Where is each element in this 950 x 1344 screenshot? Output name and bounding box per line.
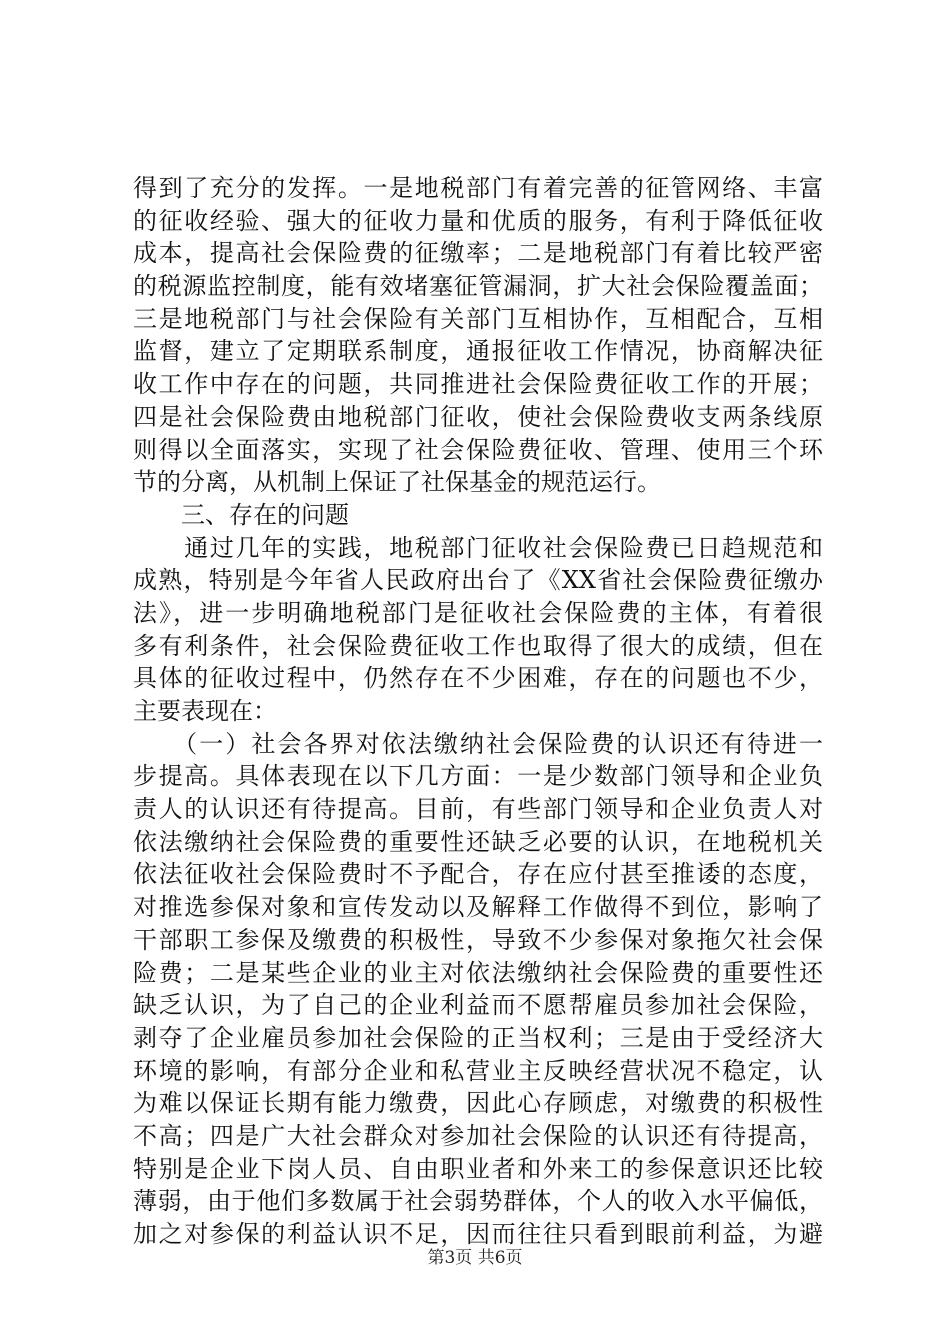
text-line: 责人的认识还有待提高。目前，有些部门领导和企业负责人对	[133, 795, 823, 824]
text-line: 为难以保证长期有能力缴费，因此心存顾虑，对缴费的积极性	[133, 1089, 823, 1118]
text-line: 多有利条件，社会保险费征收工作也取得了很大的成绩，但在	[133, 631, 823, 660]
text-line: 四是社会保险费由地税部门征收，使社会保险费收支两条线原	[133, 402, 823, 431]
text-line: 干部职工参保及缴费的积极性，导致不少参保对象拖欠社会保	[133, 925, 823, 954]
page-number-footer: 第3页 共6页	[427, 1248, 523, 1268]
text-line: 的税源监控制度，能有效堵塞征管漏洞，扩大社会保险覆盖面；	[133, 272, 823, 301]
text-line: 剥夺了企业雇员参加社会保险的正当权利；三是由于受经济大	[133, 1023, 823, 1052]
text-line: 则得以全面落实，实现了社会保险费征收、管理、使用三个环	[133, 435, 823, 464]
text-line: 步提高。具体表现在以下几方面：一是少数部门领导和企业负	[133, 762, 823, 791]
text-line: 成本，提高社会保险费的征缴率；二是地税部门有着比较严密	[133, 239, 823, 268]
text-line: 加之对参保的利益认识不足，因而往往只看到眼前利益，为避	[133, 1220, 823, 1248]
section-heading: 三、存在的问题	[133, 500, 349, 529]
text-line: 主要表现在：	[133, 697, 277, 725]
text-line: 特别是企业下岗人员、自由职业者和外来工的参保意识还比较	[133, 1154, 823, 1183]
text-line: 成熟，特别是今年省人民政府出台了《XX省社会保险费征缴办	[133, 566, 823, 595]
text-line: 对推选参保对象和宣传发动以及解释工作做得不到位，影响了	[133, 893, 823, 922]
text-line: 依法缴纳社会保险费的重要性还缺乏必要的认识，在地税机关	[133, 827, 823, 856]
text-line: 的征收经验、强大的征收力量和优质的服务，有利于降低征收	[133, 206, 823, 235]
text-line: 缺乏认识，为了自己的企业利益而不愿帮雇员参加社会保险，	[133, 991, 823, 1020]
text-line: 薄弱，由于他们多数属于社会弱势群体，个人的收入水平偏低，	[133, 1187, 823, 1216]
text-line: 具体的征收过程中，仍然存在不少困难，存在的问题也不少，	[133, 664, 823, 693]
text-line: 节的分离，从机制上保证了社保基金的规范运行。	[133, 468, 661, 497]
text-line: 监督，建立了定期联系制度，通报征收工作情况，协商解决征	[133, 337, 823, 366]
text-line: 法》，进一步明确地税部门是征收社会保险费的主体，有着很	[133, 598, 823, 627]
document-body	[133, 172, 823, 1251]
subsection-line: （一）社会各界对依法缴纳社会保险费的认识还有待进一	[133, 729, 823, 758]
text-line: 依法征收社会保险费时不予配合，存在应付甚至推诿的态度，	[133, 860, 823, 889]
text-line: 得到了充分的发挥。一是地税部门有着完善的征管网络、丰富	[133, 174, 823, 202]
text-line: 收工作中存在的问题，共同推进社会保险费征收工作的开展；	[133, 370, 823, 399]
text-line: 不高；四是广大社会群众对参加社会保险的认识还有待提高，	[133, 1121, 823, 1150]
text-line: 通过几年的实践，地税部门征收社会保险费已日趋规范和	[133, 533, 823, 562]
text-line: 三是地税部门与社会保险有关部门互相协作，互相配合，互相	[133, 304, 823, 333]
text-line: 环境的影响，有部分企业和私营业主反映经营状况不稳定，认	[133, 1056, 823, 1085]
text-line: 险费；二是某些企业的业主对依法缴纳社会保险费的重要性还	[133, 958, 823, 987]
